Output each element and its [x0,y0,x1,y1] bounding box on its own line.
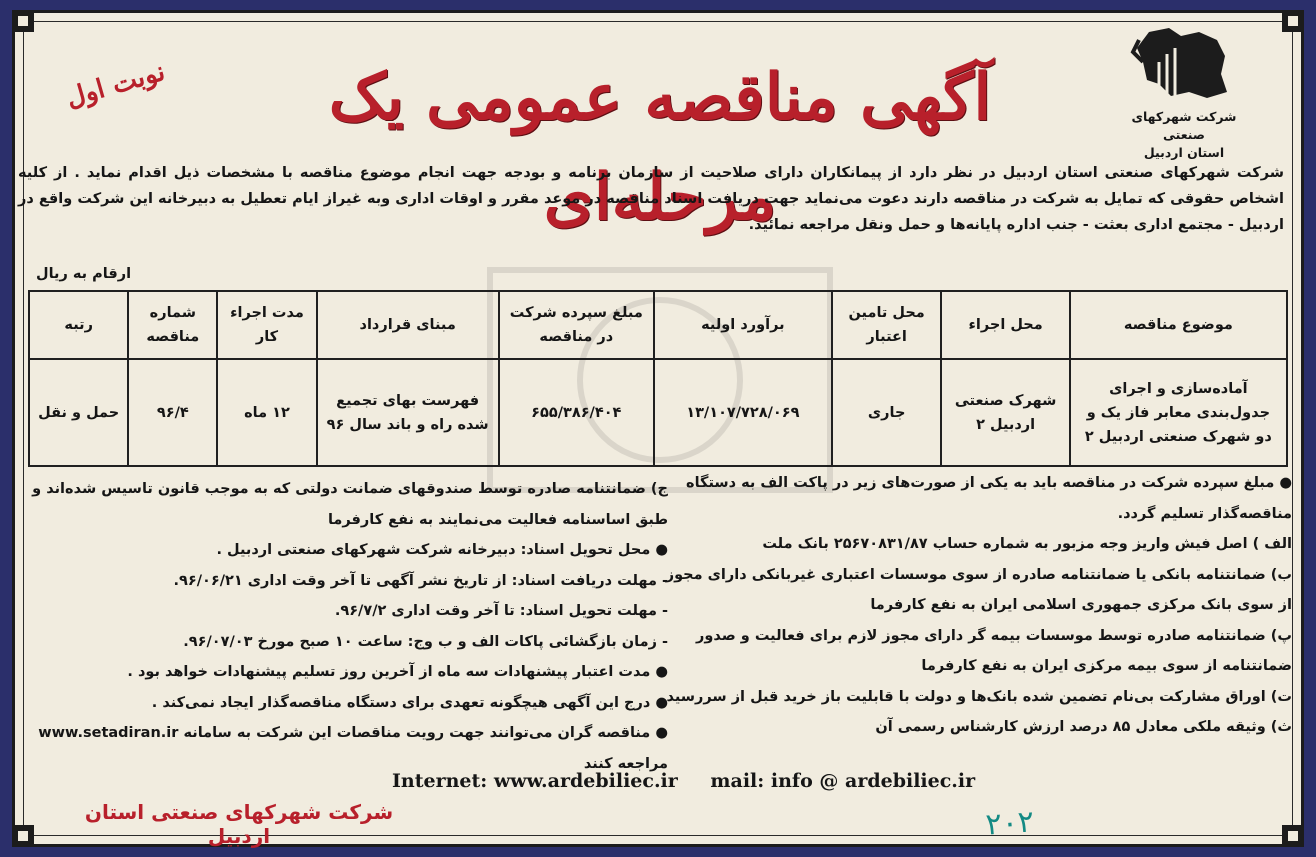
list-item: - مهلت تحویل اسناد: تا آخر وقت اداری ۹۶/۷/۲. [334,603,668,619]
cell-rank: حمل و نقل [29,359,128,466]
cell-funding: جاری [832,359,942,466]
list-item: ● مدت اعتبار پیشنهادات سه ماه از آخرین روز تسلیم پیشنهادات خواهد بود . [127,664,668,680]
corner-ornament [12,825,34,847]
corner-ornament [1282,10,1304,32]
cell-estimate: ۱۳/۱۰۷/۷۲۸/۰۶۹ [654,359,832,466]
list-item: الف ) اصل فیش واریز وجه مزبور به شماره حساب ۲۵۶۷۰۸۳۱/۸۷ بانک ملت [762,536,1292,552]
ad-title: آگهی مناقصه عمومی یک مرحله‌ای [328,60,992,235]
round-badge: نوبت اول [62,56,169,114]
list-item: ● درج این آگهی هیچگونه تعهدی برای دستگاه مناقصه‌گذار ایجاد نمی‌کند . [151,694,668,711]
header-tender-number: شماره مناقصه [128,291,217,359]
iran-map-logo-icon [1129,22,1239,104]
cell-subject: آماده‌سازی و اجرای جدول‌بندی معابر فاز یک و دو شهرک صنعتی اردبیل ۲ [1070,359,1287,466]
logo-company-name: شرکت شهرکهای صنعتی [1131,109,1237,142]
header-subject: موضوع مناقصه [1070,291,1287,359]
deposit-terms-column [652,468,1292,743]
footer-company-name: شرکت شهرکهای صنعتی استان اردبیل [84,800,394,848]
cell-location: شهرک صنعتی اردبیل ۲ [941,359,1069,466]
list-item: ● محل تحویل اسناد: دبیرخانه شرکت شهرکهای صنعتی اردبیل . [216,542,668,558]
cell-contract-basis: فهرست بهای تجمیع شده راه و باند سال ۹۶ [317,359,499,466]
contact-line [392,770,976,800]
header-contract-basis: مبنای قرارداد [317,291,499,359]
list-item: ● مبلغ سپرده شرکت در مناقصه باید به یکی از صورت‌های زیر در پاکت الف به دستگاه مناقصه‌گذار تسلیم گردد. [686,475,1292,522]
header-rank: رتبه [29,291,128,359]
header-deposit: مبلغ سپرده شرکت در مناقصه [499,291,654,359]
list-item: ب) ضمانتنامه بانکی یا ضمانتنامه صادره از سوی موسسات اعتباری غیربانکی دارای مجوز از سوی بانک مرکزی جمهوری اسلامی ایران به نفع کارفرما [665,566,1292,613]
logo-company-province: استان اردبیل [1143,145,1225,160]
cell-duration: ۱۲ ماه [217,359,316,466]
corner-ornament [12,10,34,32]
list-item: پ) ضمانتنامه صادره توسط موسسات بیمه گر دارای مجوز لازم برای فعالیت و صدور ضمانتنامه از سوی بیمه مرکزی ایران به نفع کارفرما [695,627,1292,674]
corner-ornament [1282,825,1304,847]
intro-paragraph: شرکت شهرکهای صنعتی استان اردبیل در نظر دارد از پیمانکاران دارای صلاحیت از سازمان برنامه و بودجه جهت انجام موضوع مناقصه با مشخصات ذیل اقدام نماید . از کلیه اشخاص حقوقی که تمایل به شرکت در مناقصه دارند دعوت می‌نماید جهت دریافت اسناد مناقصه در موعد مقرر و اوقات اداری وبه غیراز ایام تعطیل به دبیرخانه این شرکت واقع در اردبیل - مجتمع اداری بعثت - جنب اداره پایانه‌ها و حمل ونقل مراجعه نمائید. [18,165,1284,233]
company-logo [1114,22,1254,162]
header-estimate: برآورد اولیه [654,291,832,359]
list-item: - مهلت دریافت اسناد: از تاریخ نشر آگهی تا آخر وقت اداری ۹۶/۰۶/۲۱. [173,572,668,589]
amounts-unit-label: ارقام به ریال [36,266,132,282]
list-item: ث) وثیقه ملکی معادل ۸۵ درصد ارزش کارشناس رسمی آن [875,719,1292,735]
cell-deposit: ۶۵۵/۳۸۶/۴۰۴ [499,359,654,466]
schedule-terms-column [28,474,668,779]
tender-table [28,290,1288,467]
list-item: ● مناقصه گران می‌توانند جهت رویت مناقصات این شرکت به سامانه www.setadiran.ir مراجعه کنند [38,725,668,772]
email-link[interactable]: mail: info @ ardebiliec.ir [710,770,976,792]
table-header-row [29,291,1287,359]
cell-tender-number: ۹۶/۴ [128,359,217,466]
table-row [29,359,1287,466]
header-location: محل اجراء [941,291,1069,359]
list-item: ج) ضمانتنامه صادره توسط صندوقهای ضمانت دولتی که به موجب قانون تاسیس شده‌اند و طبق اساسنامه فعالیت می‌نمایند به نفع کارفرما [32,481,668,528]
header-duration: مدت اجراء کار [217,291,316,359]
header-funding: محل تامین اعتبار [832,291,942,359]
list-item: ت) اوراق مشارکت بی‌نام تضمین شده بانک‌ها و دولت با قابلیت باز خرید قبل از سررسید [666,688,1292,705]
list-item: - زمان بازگشائی پاکات الف و ب وج: ساعت ۱۰ صبح مورخ ۹۶/۰۷/۰۳. [183,633,668,650]
handwritten-number: ۲۰۲ [984,804,1036,843]
website-link[interactable]: Internet: www.ardebiliec.ir [392,770,678,792]
